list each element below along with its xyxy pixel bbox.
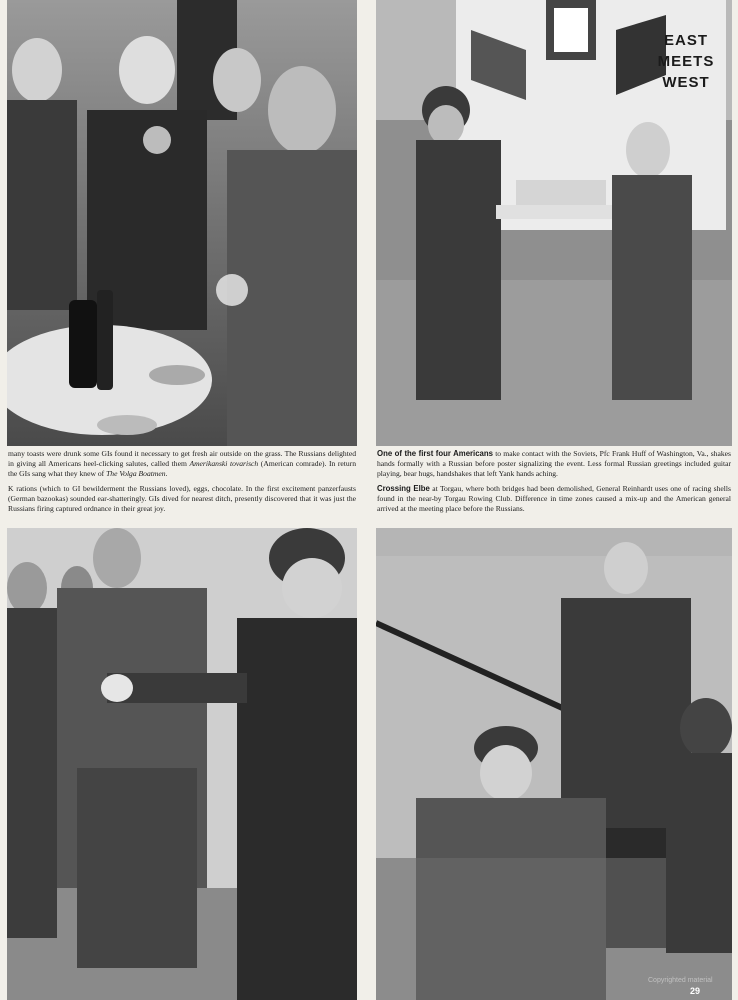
caption-crossing-elbe: Crossing Elbe at Torgau, where both bridges had been demolished, General Reinhardt uses one of racing shells found in the near-by Torgau Rowing Club. Difference in time zones caused a mix-up and the American general arrived at the meeting place before the Russians. bbox=[377, 484, 731, 513]
page-number: 29 bbox=[690, 986, 701, 996]
caption-elbe-lead: Crossing Elbe bbox=[377, 484, 430, 493]
photo-crossing-elbe bbox=[376, 528, 732, 1000]
poster-text bbox=[646, 30, 726, 93]
left-column-text bbox=[8, 449, 356, 519]
photo-soldiers-toasting bbox=[7, 0, 357, 446]
paragraph-toasts: many toasts were drunk some GIs found it necessary to get fresh air outside on the grass. The Russians delighted in giving all Americans heel-clicking salutes, called them Amerikanski tovarisch (American comrade). In return the GIs sang what they knew of The Volga Boatmen. bbox=[8, 449, 356, 478]
paragraph-k-rations: K rations (which to GI bewilderment the Russians loved), eggs, chocolate. In the first excitement panzerfausts (German bazookas) sounded ear-shatteringly. GIs dived for nearest ditch, presently discovered that it was just the Russians firing captured ordnance in their great joy. bbox=[8, 484, 356, 513]
poster-line-east: EAST bbox=[663, 32, 708, 49]
right-column-captions bbox=[377, 449, 731, 519]
photo-soldiers-greeting bbox=[7, 528, 357, 1000]
poster-line-west: WEST bbox=[662, 74, 710, 91]
caption-handshake: One of the first four Americans to make contact with the Soviets, Pfc Frank Huff of Washington, Va., shakes hands formally with a Russian before poster signalizing the event. Less formal Russian greetings included guitar playing, bear hugs, handshakes that left Yank hands aching. bbox=[377, 449, 731, 478]
poster-line-meets: MEETS bbox=[657, 53, 715, 70]
photo-handshake-poster bbox=[376, 0, 732, 446]
caption-handshake-lead: One of the first four Americans bbox=[377, 449, 493, 458]
watermark: Copyrighted material bbox=[648, 977, 713, 984]
